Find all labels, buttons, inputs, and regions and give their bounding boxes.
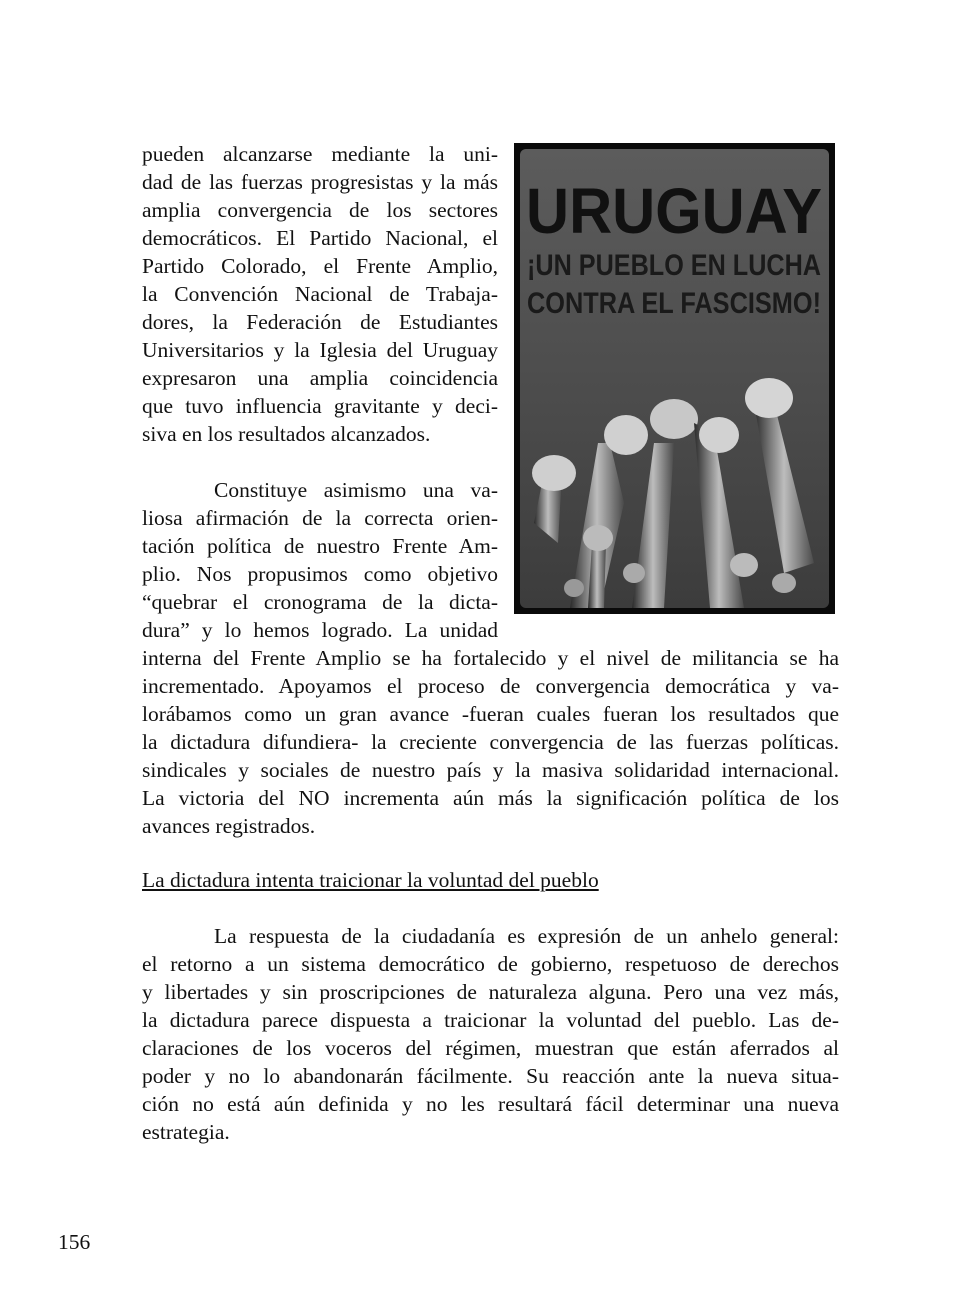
text-line: avances registrados. bbox=[142, 814, 316, 838]
poster-title: URUGUAY bbox=[526, 175, 822, 247]
text-line: interna del Frente Amplio se ha fortalecido y el nivel de militancia se ha bbox=[142, 646, 839, 670]
text-line: “quebrar el cronograma de la dicta- bbox=[142, 590, 498, 614]
text-line: expresaron una amplia coincidencia bbox=[142, 366, 498, 390]
text-line: estrategia. bbox=[142, 1120, 230, 1144]
protest-poster-photo bbox=[514, 143, 835, 614]
text-line: liosa afirmación de la correcta orien- bbox=[142, 506, 498, 530]
text-line: ción no está aún definida y no les resultará fácil determinar una nueva bbox=[142, 1092, 839, 1116]
text-line: dores, la Federación de Estudiantes bbox=[142, 310, 498, 334]
text-line: dad de las fuerzas progresistas y la más bbox=[142, 170, 498, 194]
text-line: incrementado. Apoyamos el proceso de convergencia democrática y va- bbox=[142, 674, 839, 698]
text-line: claraciones de los voceros del régimen, muestran que están aferrados al bbox=[142, 1036, 839, 1060]
text-line: lorábamos como un gran avance -fueran cuales fueran los resultados que bbox=[142, 702, 839, 726]
text-line: plio. Nos propusimos como objetivo bbox=[142, 562, 498, 586]
text-line: democráticos. El Partido Nacional, el bbox=[142, 226, 498, 250]
text-line: Constituye asimismo una va- bbox=[214, 478, 498, 502]
text-line: que tuvo influencia gravitante y deci- bbox=[142, 394, 498, 418]
text-line: poder y no lo abandonarán fácilmente. Su reacción ante la nueva situa- bbox=[142, 1064, 839, 1088]
text-line: La victoria del NO incrementa aún más la significación política de los bbox=[142, 786, 839, 810]
text-line: tación política de nuestro Frente Am- bbox=[142, 534, 498, 558]
text-line: pueden alcanzarse mediante la uni- bbox=[142, 142, 498, 166]
text-line: La respuesta de la ciudadanía es expresión de un anhelo general: bbox=[214, 924, 839, 948]
poster-line-2: CONTRA EL FASCISMO! bbox=[527, 287, 821, 320]
text-line: siva en los resultados alcanzados. bbox=[142, 422, 431, 446]
text-line: el retorno a un sistema democrático de gobierno, respetuoso de derechos bbox=[142, 952, 839, 976]
text-line: sindicales y sociales de nuestro país y la masiva solidaridad internacional. bbox=[142, 758, 839, 782]
text-line: Universitarios y la Iglesia del Uruguay bbox=[142, 338, 498, 362]
text-line: y libertades y sin proscripciones de naturaleza alguna. Pero una vez más, bbox=[142, 980, 839, 1004]
section-heading: La dictadura intenta traicionar la voluntad del pueblo bbox=[142, 868, 599, 892]
text-line: la dictadura difundiera- la creciente convergencia de las fuerzas políticas. bbox=[142, 730, 839, 754]
text-line: la dictadura parece dispuesta a traicionar la voluntad del pueblo. Las de- bbox=[142, 1008, 839, 1032]
page-number: 156 bbox=[58, 1230, 91, 1254]
text-line: la Convención Nacional de Trabaja- bbox=[142, 282, 498, 306]
text-line: dura” y lo hemos logrado. La unidad bbox=[142, 618, 498, 642]
text-line: amplia convergencia de los sectores bbox=[142, 198, 498, 222]
text-line: Partido Colorado, el Frente Amplio, bbox=[142, 254, 498, 278]
poster-line-1: ¡UN PUEBLO EN LUCHA bbox=[527, 249, 821, 282]
